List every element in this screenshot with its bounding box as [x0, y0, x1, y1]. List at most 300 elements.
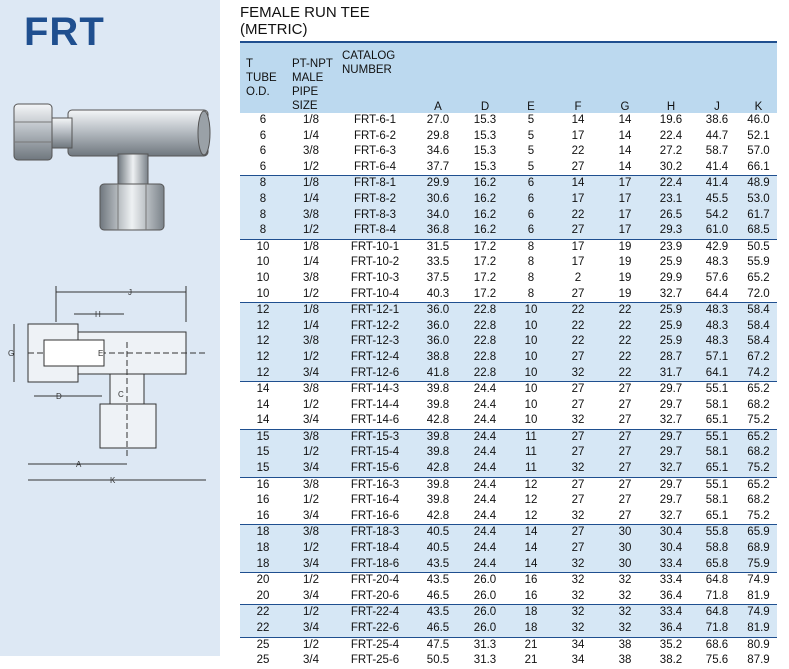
- table-cell: 21: [524, 654, 538, 667]
- table-cell: FRT-8-4: [336, 223, 414, 239]
- table-cell: FRT-22-6: [336, 621, 414, 637]
- table-cell: 24.4: [462, 382, 508, 398]
- table-cell: 48.3: [705, 256, 729, 269]
- table-cell: 67.2: [740, 350, 777, 366]
- header-tube-od: T TUBE O.D.: [240, 43, 286, 113]
- table-cell: 19.6: [659, 114, 683, 126]
- table-cell: 27: [554, 429, 602, 445]
- table-cell: FRT-10-2: [350, 256, 400, 269]
- table-cell: FRT-10-4: [350, 287, 400, 300]
- table-cell: 38: [618, 654, 632, 667]
- table-cell: 36.0: [414, 319, 462, 335]
- table-cell: 30: [602, 557, 648, 573]
- table-cell: 27: [554, 445, 602, 461]
- table-cell: 46.0: [747, 114, 770, 126]
- table-cell: 29.3: [648, 223, 694, 239]
- table-cell: 3/4: [303, 414, 319, 427]
- table-cell: 74.9: [740, 605, 777, 621]
- table-cell: 19: [602, 239, 648, 255]
- table-cell: 5: [527, 129, 535, 142]
- table-cell: 28.7: [648, 350, 694, 366]
- table-cell: 46.5: [414, 621, 462, 637]
- table-cell: 65.1: [705, 509, 729, 522]
- table-cell: 22: [571, 145, 585, 158]
- table-cell: 2: [574, 271, 582, 284]
- table-cell: 27: [571, 494, 585, 507]
- table-cell: 33.5: [426, 256, 450, 269]
- table-cell: 68.5: [740, 223, 777, 239]
- table-cell: 19: [618, 256, 632, 269]
- table-cell: 61.0: [694, 223, 740, 239]
- table-cell: 1/2: [303, 398, 319, 411]
- table-cell: 22: [554, 208, 602, 224]
- table-cell: 65.8: [694, 557, 740, 573]
- table-cell: 55.8: [694, 525, 740, 541]
- table-cell: 1/2: [303, 160, 319, 173]
- table-cell: 20: [240, 573, 286, 589]
- table-cell: 22: [554, 334, 602, 350]
- table-cell: 8: [240, 176, 286, 192]
- table-row: [240, 589, 777, 605]
- spec-panel: [236, 0, 781, 667]
- table-cell: 30.6: [414, 192, 462, 208]
- table-cell: 17: [554, 192, 602, 208]
- table-cell: 25: [240, 637, 286, 653]
- dim-label-g: G: [8, 349, 15, 358]
- table-cell: 1/2: [286, 223, 336, 239]
- table-cell: 16: [508, 573, 554, 589]
- table-cell: 36.0: [414, 334, 462, 350]
- table-cell: 22: [602, 350, 648, 366]
- table-cell: FRT-16-6: [350, 509, 400, 522]
- table-cell: FRT-25-4: [336, 637, 414, 653]
- table-cell: 45.5: [694, 192, 740, 208]
- table-cell: 1/2: [286, 350, 336, 366]
- table-cell: 75.6: [705, 654, 729, 667]
- table-cell: 41.4: [705, 160, 729, 173]
- table-cell: 75.2: [747, 414, 770, 427]
- header-pipe-size: PT-NPT MALE PIPE SIZE: [286, 43, 336, 113]
- table-cell: 68.2: [740, 445, 777, 461]
- table-cell: 55.1: [694, 477, 740, 493]
- table-cell: 22: [602, 334, 648, 350]
- table-cell: 6: [259, 160, 267, 173]
- table-cell: 37.5: [426, 271, 450, 284]
- table-cell: 32: [554, 573, 602, 589]
- table-row: [240, 477, 777, 493]
- table-cell: 22.4: [659, 129, 683, 142]
- table-cell: 12: [508, 477, 554, 493]
- table-cell: 27: [554, 525, 602, 541]
- table-cell: 20: [256, 589, 270, 602]
- table-cell: 11: [508, 429, 554, 445]
- table-cell: 12: [240, 303, 286, 319]
- table-row: [240, 113, 777, 129]
- table-cell: 32: [554, 557, 602, 573]
- table-cell: 1/2: [286, 605, 336, 621]
- table-cell: 15: [240, 429, 286, 445]
- table-cell: 10: [508, 303, 554, 319]
- table-cell: 30.4: [648, 525, 694, 541]
- table-cell: 30: [602, 525, 648, 541]
- table-cell: 52.1: [747, 129, 770, 142]
- dim-label-d: D: [56, 392, 62, 401]
- dimension-table: [240, 43, 777, 669]
- table-cell: 3/8: [303, 271, 319, 284]
- table-cell: 10: [524, 398, 538, 411]
- dim-label-j: J: [128, 288, 132, 297]
- table-cell: 1/2: [303, 494, 319, 507]
- table-cell: 64.8: [694, 605, 740, 621]
- dim-label-e: E: [98, 349, 104, 358]
- table-cell: 64.8: [694, 573, 740, 589]
- table-cell: 26.0: [462, 573, 508, 589]
- table-cell: 41.8: [414, 366, 462, 382]
- table-cell: 15: [240, 445, 286, 461]
- table-cell: 87.9: [747, 654, 770, 667]
- table-body: [240, 113, 777, 669]
- table-cell: 39.8: [426, 494, 450, 507]
- table-cell: 16: [256, 509, 270, 522]
- table-cell: FRT-25-6: [350, 654, 400, 667]
- table-cell: 32: [618, 589, 632, 602]
- table-cell: 27: [554, 223, 602, 239]
- table-cell: 65.2: [740, 477, 777, 493]
- table-cell: 14: [508, 541, 554, 557]
- table-cell: 24.4: [462, 445, 508, 461]
- table-cell: 27: [618, 509, 632, 522]
- table-cell: 25.9: [648, 303, 694, 319]
- table-cell: 68.9: [740, 541, 777, 557]
- header-d: D: [462, 43, 508, 113]
- table-cell: 32.7: [659, 414, 683, 427]
- table-cell: 23.1: [648, 192, 694, 208]
- table-cell: 29.7: [648, 382, 694, 398]
- table-cell: 75.9: [740, 557, 777, 573]
- table-row: [240, 557, 777, 573]
- table-cell: 22: [602, 319, 648, 335]
- table-cell: 40.5: [414, 541, 462, 557]
- table-cell: 65.1: [694, 461, 740, 477]
- header-a: A: [414, 43, 462, 113]
- table-cell: 32.7: [659, 287, 683, 300]
- table-cell: 29.9: [414, 176, 462, 192]
- table-row: [240, 461, 777, 477]
- table-cell: 14: [618, 114, 632, 126]
- table-cell: 25: [256, 654, 270, 667]
- table-cell: 47.5: [414, 637, 462, 653]
- table-cell: 17: [602, 176, 648, 192]
- table-cell: 3/8: [286, 382, 336, 398]
- table-cell: 27: [571, 287, 585, 300]
- table-cell: 64.1: [694, 366, 740, 382]
- table-cell: FRT-6-1: [354, 114, 396, 126]
- table-row: [240, 160, 777, 176]
- dim-label-h: H: [95, 310, 101, 319]
- table-cell: 11: [508, 461, 554, 477]
- table-cell: 46.5: [426, 589, 450, 602]
- table-cell: 58.7: [705, 145, 729, 158]
- table-row: [240, 398, 777, 414]
- table-row: [240, 271, 777, 287]
- table-cell: 16: [240, 477, 286, 493]
- table-cell: 27: [618, 414, 632, 427]
- table-cell: 34.0: [414, 208, 462, 224]
- table-cell: 29.7: [648, 429, 694, 445]
- table-cell: 22: [554, 319, 602, 335]
- title-line-1: FEMALE RUN TEE: [240, 4, 370, 21]
- table-cell: 74.2: [740, 366, 777, 382]
- table-cell: 30.4: [648, 541, 694, 557]
- table-cell: 16.2: [462, 208, 508, 224]
- table-cell: 1/8: [286, 239, 336, 255]
- table-cell: 3/8: [286, 525, 336, 541]
- table-cell: 14: [618, 160, 632, 173]
- table-cell: 16.2: [462, 223, 508, 239]
- table-cell: 53.0: [740, 192, 777, 208]
- table-cell: 42.8: [426, 414, 450, 427]
- table-cell: 27: [571, 160, 585, 173]
- table-row: [240, 525, 777, 541]
- table-cell: 34: [554, 637, 602, 653]
- table-cell: 54.2: [694, 208, 740, 224]
- table-row: [240, 129, 777, 145]
- table-cell: 40.3: [426, 287, 450, 300]
- table-cell: 68.6: [694, 637, 740, 653]
- table-cell: 14: [618, 129, 632, 142]
- table-cell: 27: [554, 477, 602, 493]
- table-cell: 19: [618, 287, 632, 300]
- table-cell: 18: [240, 557, 286, 573]
- table-row: [240, 287, 777, 303]
- table-row: [240, 493, 777, 509]
- table-cell: 22.8: [462, 334, 508, 350]
- table-cell: FRT-22-4: [336, 605, 414, 621]
- table-cell: 14: [618, 145, 632, 158]
- table-cell: 57.0: [747, 145, 770, 158]
- table-cell: 23.9: [648, 239, 694, 255]
- table-cell: 14: [508, 557, 554, 573]
- table-cell: 10: [256, 287, 270, 300]
- dim-label-a: A: [76, 460, 82, 469]
- table-cell: 22.8: [462, 366, 508, 382]
- table-cell: 38.8: [414, 350, 462, 366]
- table-cell: 25.9: [659, 256, 683, 269]
- table-cell: 16: [256, 494, 270, 507]
- table-cell: 24.4: [462, 525, 508, 541]
- table-cell: 24.4: [473, 494, 497, 507]
- table-cell: FRT-20-6: [350, 589, 400, 602]
- table-cell: 43.5: [414, 605, 462, 621]
- left-panel: [0, 0, 220, 656]
- table-cell: 10: [508, 382, 554, 398]
- table-cell: 36.0: [414, 303, 462, 319]
- table-cell: 17: [602, 208, 648, 224]
- table-cell: 15.3: [473, 145, 497, 158]
- table-cell: 58.4: [740, 319, 777, 335]
- table-cell: FRT-15-3: [336, 429, 414, 445]
- table-cell: FRT-18-4: [336, 541, 414, 557]
- table-cell: FRT-8-1: [336, 176, 414, 192]
- table-cell: 66.1: [747, 160, 770, 173]
- table-cell: 17: [571, 129, 585, 142]
- table-cell: 1/8: [286, 303, 336, 319]
- table-cell: 26.0: [462, 621, 508, 637]
- table-cell: 17: [554, 239, 602, 255]
- table-cell: 6: [508, 208, 554, 224]
- table-cell: 12: [524, 509, 538, 522]
- table-cell: 17: [571, 256, 585, 269]
- table-cell: 41.4: [694, 176, 740, 192]
- table-cell: 12: [524, 494, 538, 507]
- table-cell: 24.4: [462, 429, 508, 445]
- table-cell: 18: [240, 525, 286, 541]
- header-catalog-number: CATALOG NUMBER: [336, 43, 414, 113]
- table-cell: 14: [240, 382, 286, 398]
- table-cell: 14: [554, 176, 602, 192]
- table-cell: 27: [602, 382, 648, 398]
- table-cell: 61.7: [740, 208, 777, 224]
- table-cell: 27.0: [426, 114, 450, 126]
- table-cell: 12: [240, 350, 286, 366]
- table-cell: 43.5: [414, 573, 462, 589]
- table-cell: 65.2: [740, 382, 777, 398]
- table-cell: 8: [240, 223, 286, 239]
- table-cell: 21: [508, 637, 554, 653]
- table-cell: 27: [618, 398, 632, 411]
- table-cell: 17.2: [473, 271, 497, 284]
- table-cell: 11: [508, 445, 554, 461]
- table-cell: 3/8: [286, 208, 336, 224]
- table-cell: 29.9: [659, 271, 683, 284]
- table-cell: 32: [571, 589, 585, 602]
- table-cell: 16: [524, 589, 538, 602]
- table-cell: FRT-16-3: [336, 477, 414, 493]
- table-cell: 10: [508, 319, 554, 335]
- table-cell: 25.9: [648, 319, 694, 335]
- table-cell: 3/4: [286, 621, 336, 637]
- table-cell: 58.4: [740, 334, 777, 350]
- table-cell: 71.8: [694, 621, 740, 637]
- table-row: [240, 144, 777, 160]
- table-cell: 31.5: [414, 239, 462, 255]
- table-cell: FRT-10-1: [336, 239, 414, 255]
- table-cell: 24.4: [462, 461, 508, 477]
- table-cell: 14: [571, 114, 585, 126]
- table-cell: 39.8: [414, 382, 462, 398]
- table-cell: 33.4: [648, 557, 694, 573]
- table-cell: 37.7: [426, 160, 450, 173]
- table-cell: FRT-14-3: [336, 382, 414, 398]
- table-cell: FRT-15-4: [336, 445, 414, 461]
- table-cell: 17: [602, 192, 648, 208]
- table-cell: 27: [602, 461, 648, 477]
- table-cell: 48.9: [740, 176, 777, 192]
- table-row: [240, 255, 777, 271]
- table-cell: 38: [602, 637, 648, 653]
- table-cell: 27: [554, 350, 602, 366]
- table-cell: 27: [602, 429, 648, 445]
- table-cell: 22.8: [462, 350, 508, 366]
- table-cell: 24.4: [462, 541, 508, 557]
- table-cell: 27: [554, 541, 602, 557]
- table-cell: 10: [508, 334, 554, 350]
- table-cell: FRT-12-3: [336, 334, 414, 350]
- table-cell: 29.7: [648, 477, 694, 493]
- table-cell: FRT-18-3: [336, 525, 414, 541]
- table-cell: 64.4: [705, 287, 729, 300]
- table-cell: 29.7: [659, 494, 683, 507]
- table-cell: 18: [508, 605, 554, 621]
- table-cell: 39.8: [426, 398, 450, 411]
- table-cell: 14: [256, 398, 270, 411]
- table-cell: 10: [256, 256, 270, 269]
- table-cell: 22: [240, 605, 286, 621]
- table-cell: FRT-12-4: [336, 350, 414, 366]
- table-cell: 65.1: [705, 414, 729, 427]
- table-cell: 75.2: [747, 509, 770, 522]
- table-cell: 26.5: [648, 208, 694, 224]
- table-cell: 75.2: [740, 461, 777, 477]
- table-cell: 1/2: [286, 637, 336, 653]
- table-cell: 42.8: [414, 461, 462, 477]
- table-cell: 32.7: [648, 461, 694, 477]
- table-cell: 55.1: [694, 382, 740, 398]
- table-cell: FRT-20-4: [336, 573, 414, 589]
- table-cell: 15.3: [473, 129, 497, 142]
- table-row: [240, 637, 777, 653]
- table-cell: 1/4: [286, 319, 336, 335]
- dimension-drawing: [6, 282, 216, 492]
- table-cell: FRT-6-4: [354, 160, 396, 173]
- table-cell: 27: [554, 382, 602, 398]
- table-cell: 36.8: [414, 223, 462, 239]
- table-cell: 74.9: [740, 573, 777, 589]
- table-cell: 8: [508, 239, 554, 255]
- header-h: H: [648, 43, 694, 113]
- table-cell: FRT-6-3: [354, 145, 396, 158]
- table-cell: 1/2: [286, 445, 336, 461]
- table-cell: 32.7: [659, 509, 683, 522]
- dim-label-k: K: [110, 476, 116, 485]
- table-cell: 42.8: [426, 509, 450, 522]
- table-cell: 32: [554, 621, 602, 637]
- table-cell: 3/4: [303, 589, 319, 602]
- table-cell: 57.6: [705, 271, 729, 284]
- table-cell: 29.7: [659, 398, 683, 411]
- table-cell: 18: [508, 621, 554, 637]
- header-j: J: [694, 43, 740, 113]
- table-cell: 5: [527, 114, 535, 126]
- table-cell: 32: [554, 605, 602, 621]
- table-cell: 12: [240, 366, 286, 382]
- table-cell: 29.8: [426, 129, 450, 142]
- table-cell: 32: [602, 573, 648, 589]
- table-cell: 6: [259, 114, 267, 126]
- table-row: [240, 541, 777, 557]
- table-cell: 32: [602, 621, 648, 637]
- table-cell: 10: [256, 271, 270, 284]
- table-row: [240, 192, 777, 208]
- table-cell: 35.2: [648, 637, 694, 653]
- table-cell: 8: [240, 192, 286, 208]
- table-cell: 6: [259, 129, 267, 142]
- table-cell: 71.8: [705, 589, 729, 602]
- table-cell: 17.2: [473, 287, 497, 300]
- table-cell: 32: [602, 605, 648, 621]
- table-cell: 72.0: [747, 287, 770, 300]
- table-row: [240, 176, 777, 192]
